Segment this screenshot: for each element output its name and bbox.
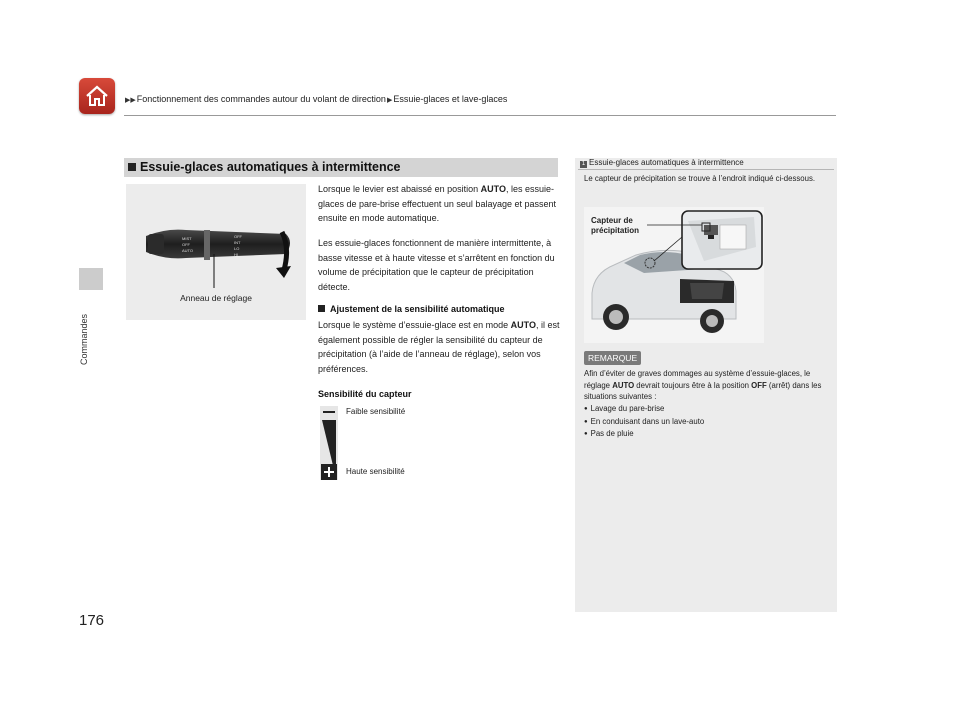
bold-term: AUTO	[510, 320, 536, 330]
note-title[interactable]	[580, 158, 744, 168]
svg-text:HI: HI	[234, 252, 238, 257]
svg-text:LO: LO	[234, 246, 240, 251]
svg-text:INT: INT	[234, 240, 241, 245]
section-square-icon	[128, 163, 136, 171]
remark-text	[584, 368, 834, 403]
breadcrumb-item[interactable]: Essuie-glaces et lave-glaces	[393, 94, 508, 104]
subheading	[318, 304, 505, 314]
text: Afin d’éviter de graves dommages au système d’essuie-glaces, le réglage	[584, 369, 811, 390]
text: devrait toujours être à la position	[634, 380, 752, 390]
sensor-heading: Sensibilité du capteur	[318, 389, 412, 399]
high-sensitivity-label: Haute sensibilité	[346, 467, 405, 476]
subheading-text: Ajustement de la sensibilité automatique	[330, 304, 505, 314]
paragraph	[318, 182, 560, 226]
section-title: Essuie-glaces automatiques à intermittence	[140, 160, 401, 174]
remarque-badge: REMARQUE	[584, 351, 641, 365]
figure-caption: Anneau de réglage	[180, 293, 252, 303]
paragraph: Les essuie-glaces fonctionnent de manière intermittente, à basse vitesse et à haute vitesse et s’arrêtent en fonction du volume de précipitation que le capteur de précipitation détecte.	[318, 238, 555, 292]
header-divider	[124, 115, 836, 116]
breadcrumb-item[interactable]: Fonctionnement des commandes autour du volant de direction	[136, 94, 386, 104]
list-item: ● En conduisant dans un lave-auto	[584, 416, 704, 429]
breadcrumb	[124, 94, 507, 104]
note-divider	[578, 169, 834, 170]
remark-list	[584, 403, 704, 441]
home-button[interactable]	[79, 78, 115, 114]
svg-text:OFF: OFF	[182, 242, 190, 247]
text: Lorsque le système d’essuie-glace est en mode	[318, 320, 511, 330]
page-number: 176	[79, 612, 105, 629]
breadcrumb-arrow-icon: ▶	[386, 97, 393, 104]
chapter-tab-label[interactable]: Commandes	[79, 313, 89, 365]
reference-marker-icon: 1	[581, 161, 586, 167]
text: , il est également possible de régler la sensibilité du capteur de précipitation (à l’aide de l’anneau de réglage), selon vos préférences.	[318, 320, 560, 374]
svg-text:MIST: MIST	[182, 236, 192, 241]
low-sensitivity-label: Faible sensibilité	[346, 407, 406, 416]
sensor-callout-label: Capteur de précipitation	[591, 216, 640, 235]
sensitivity-scale-icon	[320, 406, 338, 480]
svg-text:AUTO: AUTO	[182, 248, 194, 253]
bold-term: OFF	[751, 380, 767, 390]
note-text: Le capteur de précipitation se trouve à l’endroit indiqué ci-dessous.	[584, 174, 816, 183]
note-title-text: Essuie-glaces automatiques à intermittence	[589, 158, 744, 167]
text: , les essuie-glaces de pare-brise effectuent un seul balayage et passent ensuite en mode automatique.	[318, 184, 556, 223]
list-item: ● Lavage du pare-brise	[584, 403, 704, 416]
subheading-square-icon	[318, 305, 325, 312]
bold-term: AUTO	[612, 380, 635, 390]
chapter-tab-marker[interactable]	[79, 268, 103, 290]
bold-term: AUTO	[480, 184, 506, 194]
svg-text:OFF: OFF	[234, 234, 242, 239]
paragraph	[318, 318, 560, 376]
section-header	[124, 158, 558, 177]
text: Lorsque le levier est abaissé en position	[318, 184, 481, 194]
text: (arrêt) dans les situations suivantes :	[584, 380, 822, 401]
breadcrumb-arrow-icon: ▶▶	[125, 97, 136, 104]
list-item: ● Pas de pluie	[584, 428, 704, 441]
home-icon	[84, 83, 110, 109]
